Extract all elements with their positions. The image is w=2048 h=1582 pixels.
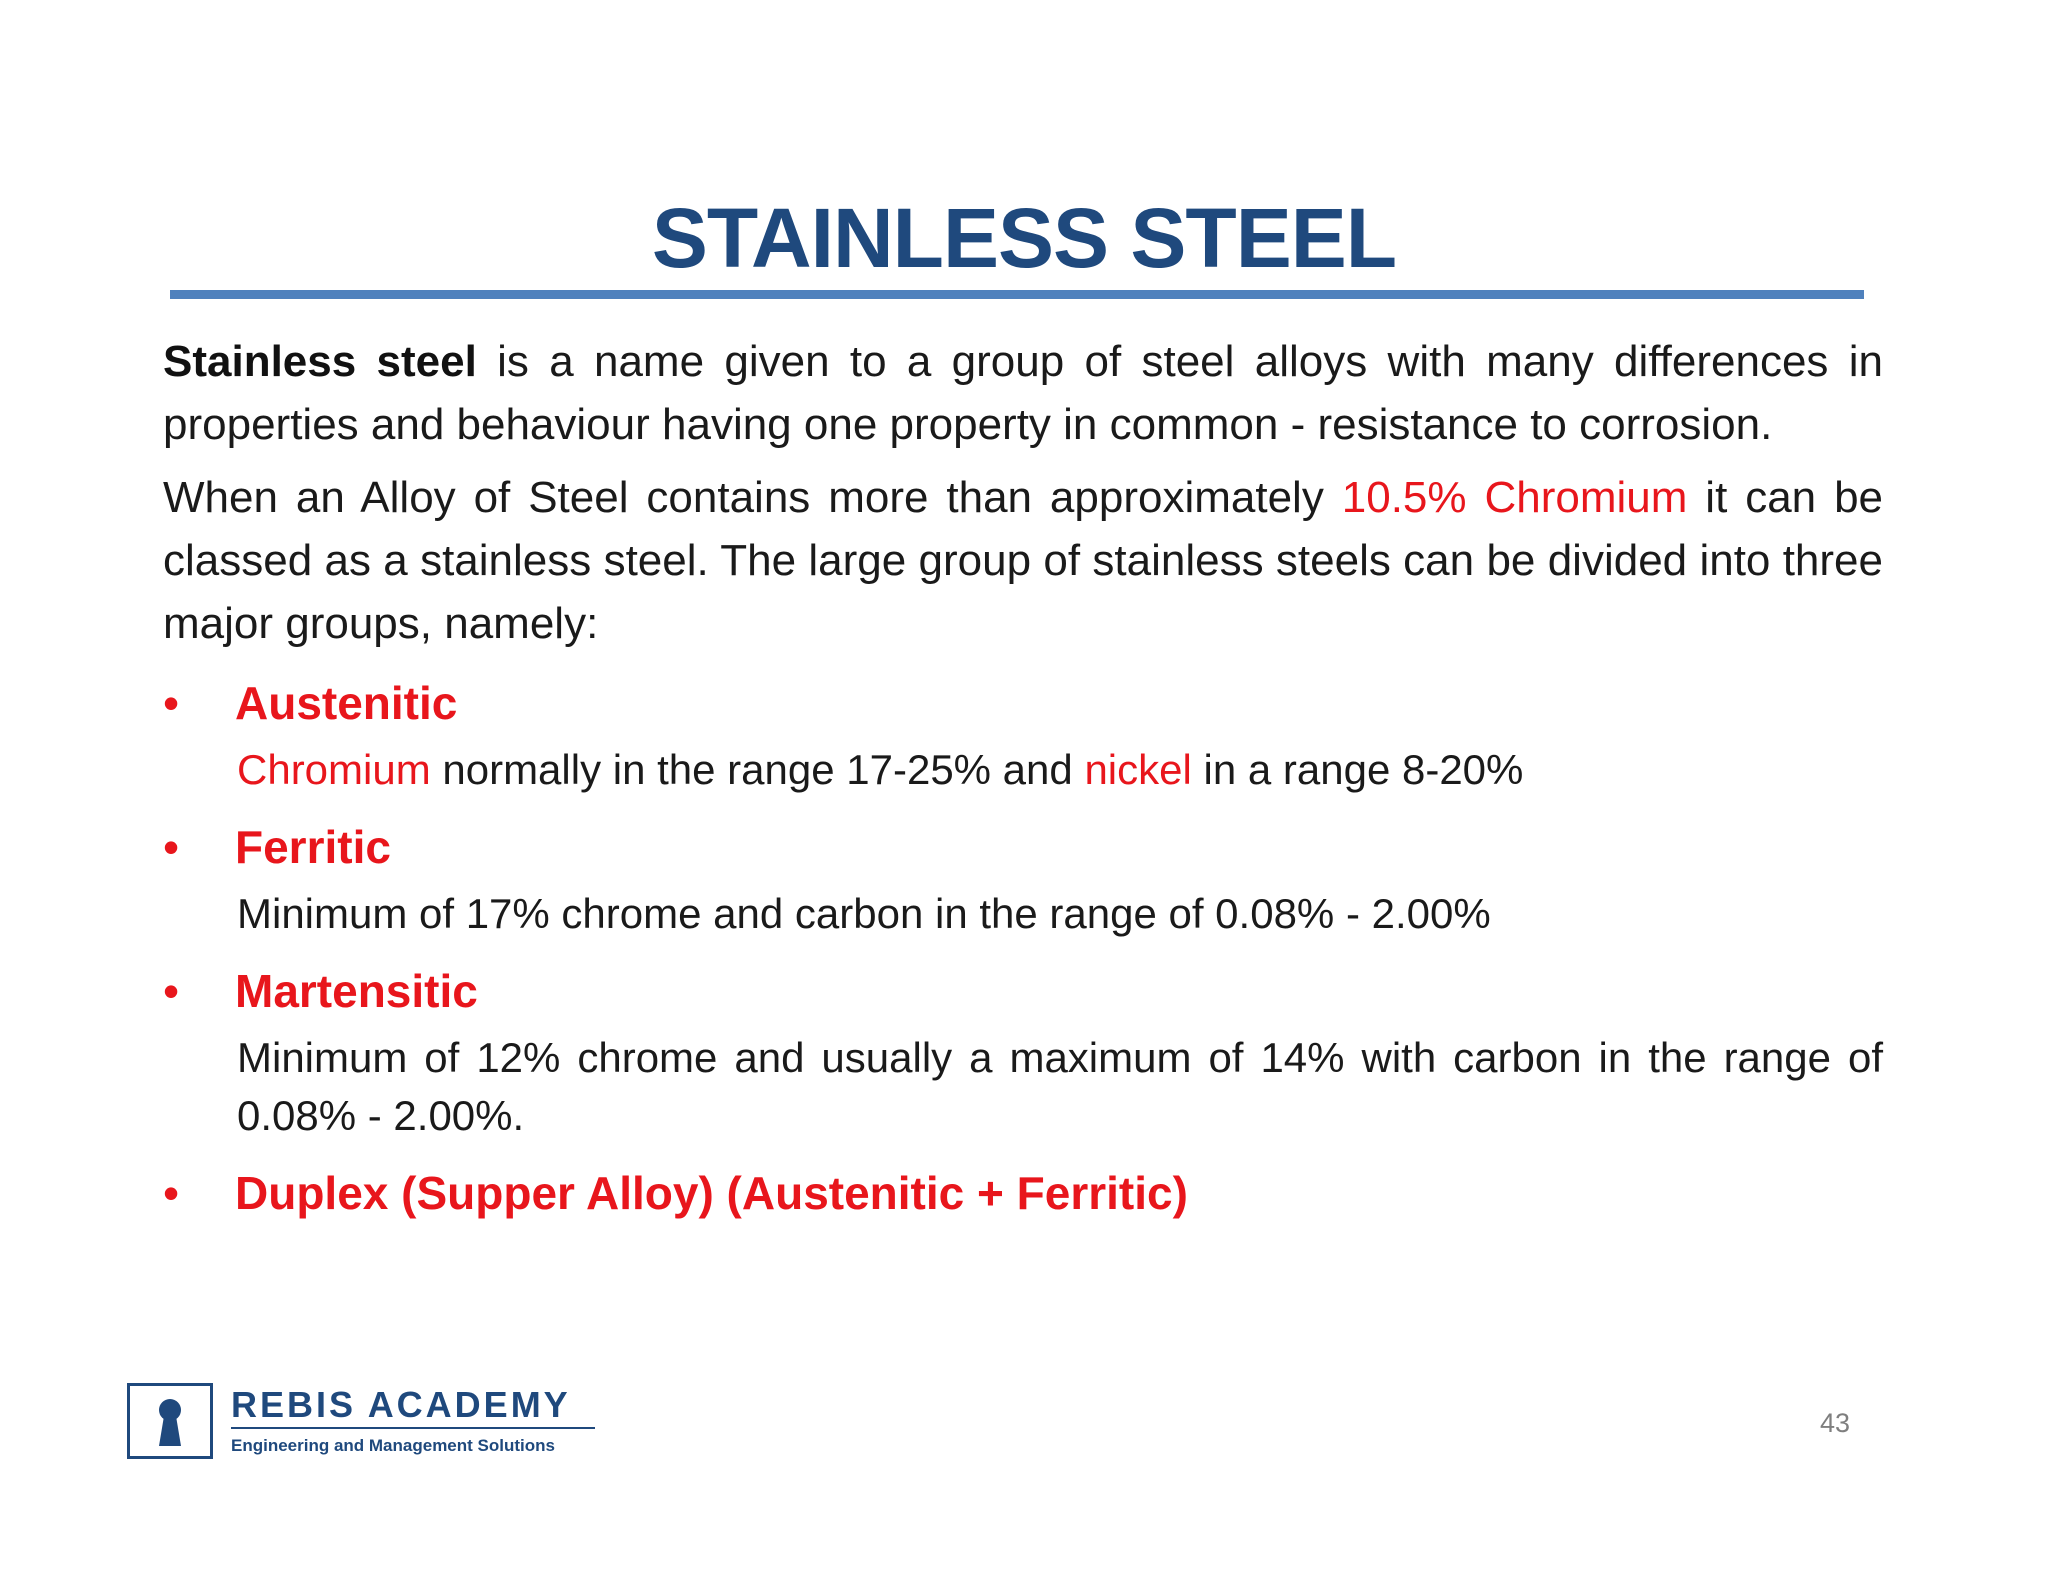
group-name: Duplex (Supper Alloy) (Austenitic + Ferritic) <box>235 1167 1188 1219</box>
bullet-dot: • <box>163 677 180 729</box>
logo-divider <box>231 1427 595 1429</box>
keyhole-icon <box>130 1386 210 1456</box>
intro-paragraph <box>163 330 1883 456</box>
group-ferritic-desc: Minimum of 17% chrome and carbon in the range of 0.08% - 2.00% <box>237 890 1491 937</box>
group-name: Ferritic <box>235 821 391 873</box>
group-ferritic <box>163 809 1883 885</box>
intro-term: Stainless steel <box>163 337 477 386</box>
group-austenitic-desc <box>237 741 1883 799</box>
chromium-highlight: 10.5% Chromium <box>1341 473 1688 522</box>
bullet-dot: • <box>163 1167 180 1219</box>
desc-part: Chromium <box>237 746 431 793</box>
para-after: it can be classed as a stainless steel. The large group of stainless steels can be divided into three major groups, namely: <box>163 473 1884 648</box>
page-number: 43 <box>1819 1408 1850 1438</box>
group-austenitic <box>163 665 1883 741</box>
bullet-dot: • <box>163 821 180 873</box>
para-before: When an Alloy of Steel contains more than approximately <box>163 473 1342 522</box>
desc-part: in a range 8-20% <box>1191 746 1524 793</box>
group-name: Martensitic <box>235 965 478 1017</box>
desc-part: nickel <box>1084 746 1192 793</box>
intro-text: is a name given to a group of steel alloys with many differences in properties and behaviour having one property in common - resistance to corrosion. <box>163 337 1883 449</box>
rebis-academy-logo <box>127 1383 597 1463</box>
desc-part: normally in the range 17-25% and <box>430 746 1085 793</box>
chromium-paragraph <box>163 466 1883 655</box>
group-martensitic-desc: Minimum of 12% chrome and usually a maximum of 14% with carbon in the range of 0.08% - 2.00%. <box>237 1034 1883 1139</box>
logo-name: REBIS ACADEMY <box>231 1384 571 1425</box>
bullet-dot: • <box>163 965 180 1017</box>
title-underline <box>170 290 1864 299</box>
slide-body <box>163 330 1883 1231</box>
group-duplex <box>163 1155 1883 1231</box>
group-name: Austenitic <box>235 677 458 729</box>
logo-box <box>127 1383 213 1459</box>
group-martensitic <box>163 953 1883 1029</box>
logo-tagline: Engineering and Management Solutions <box>231 1436 555 1455</box>
slide-title: STAINLESS STEEL <box>651 191 1397 285</box>
